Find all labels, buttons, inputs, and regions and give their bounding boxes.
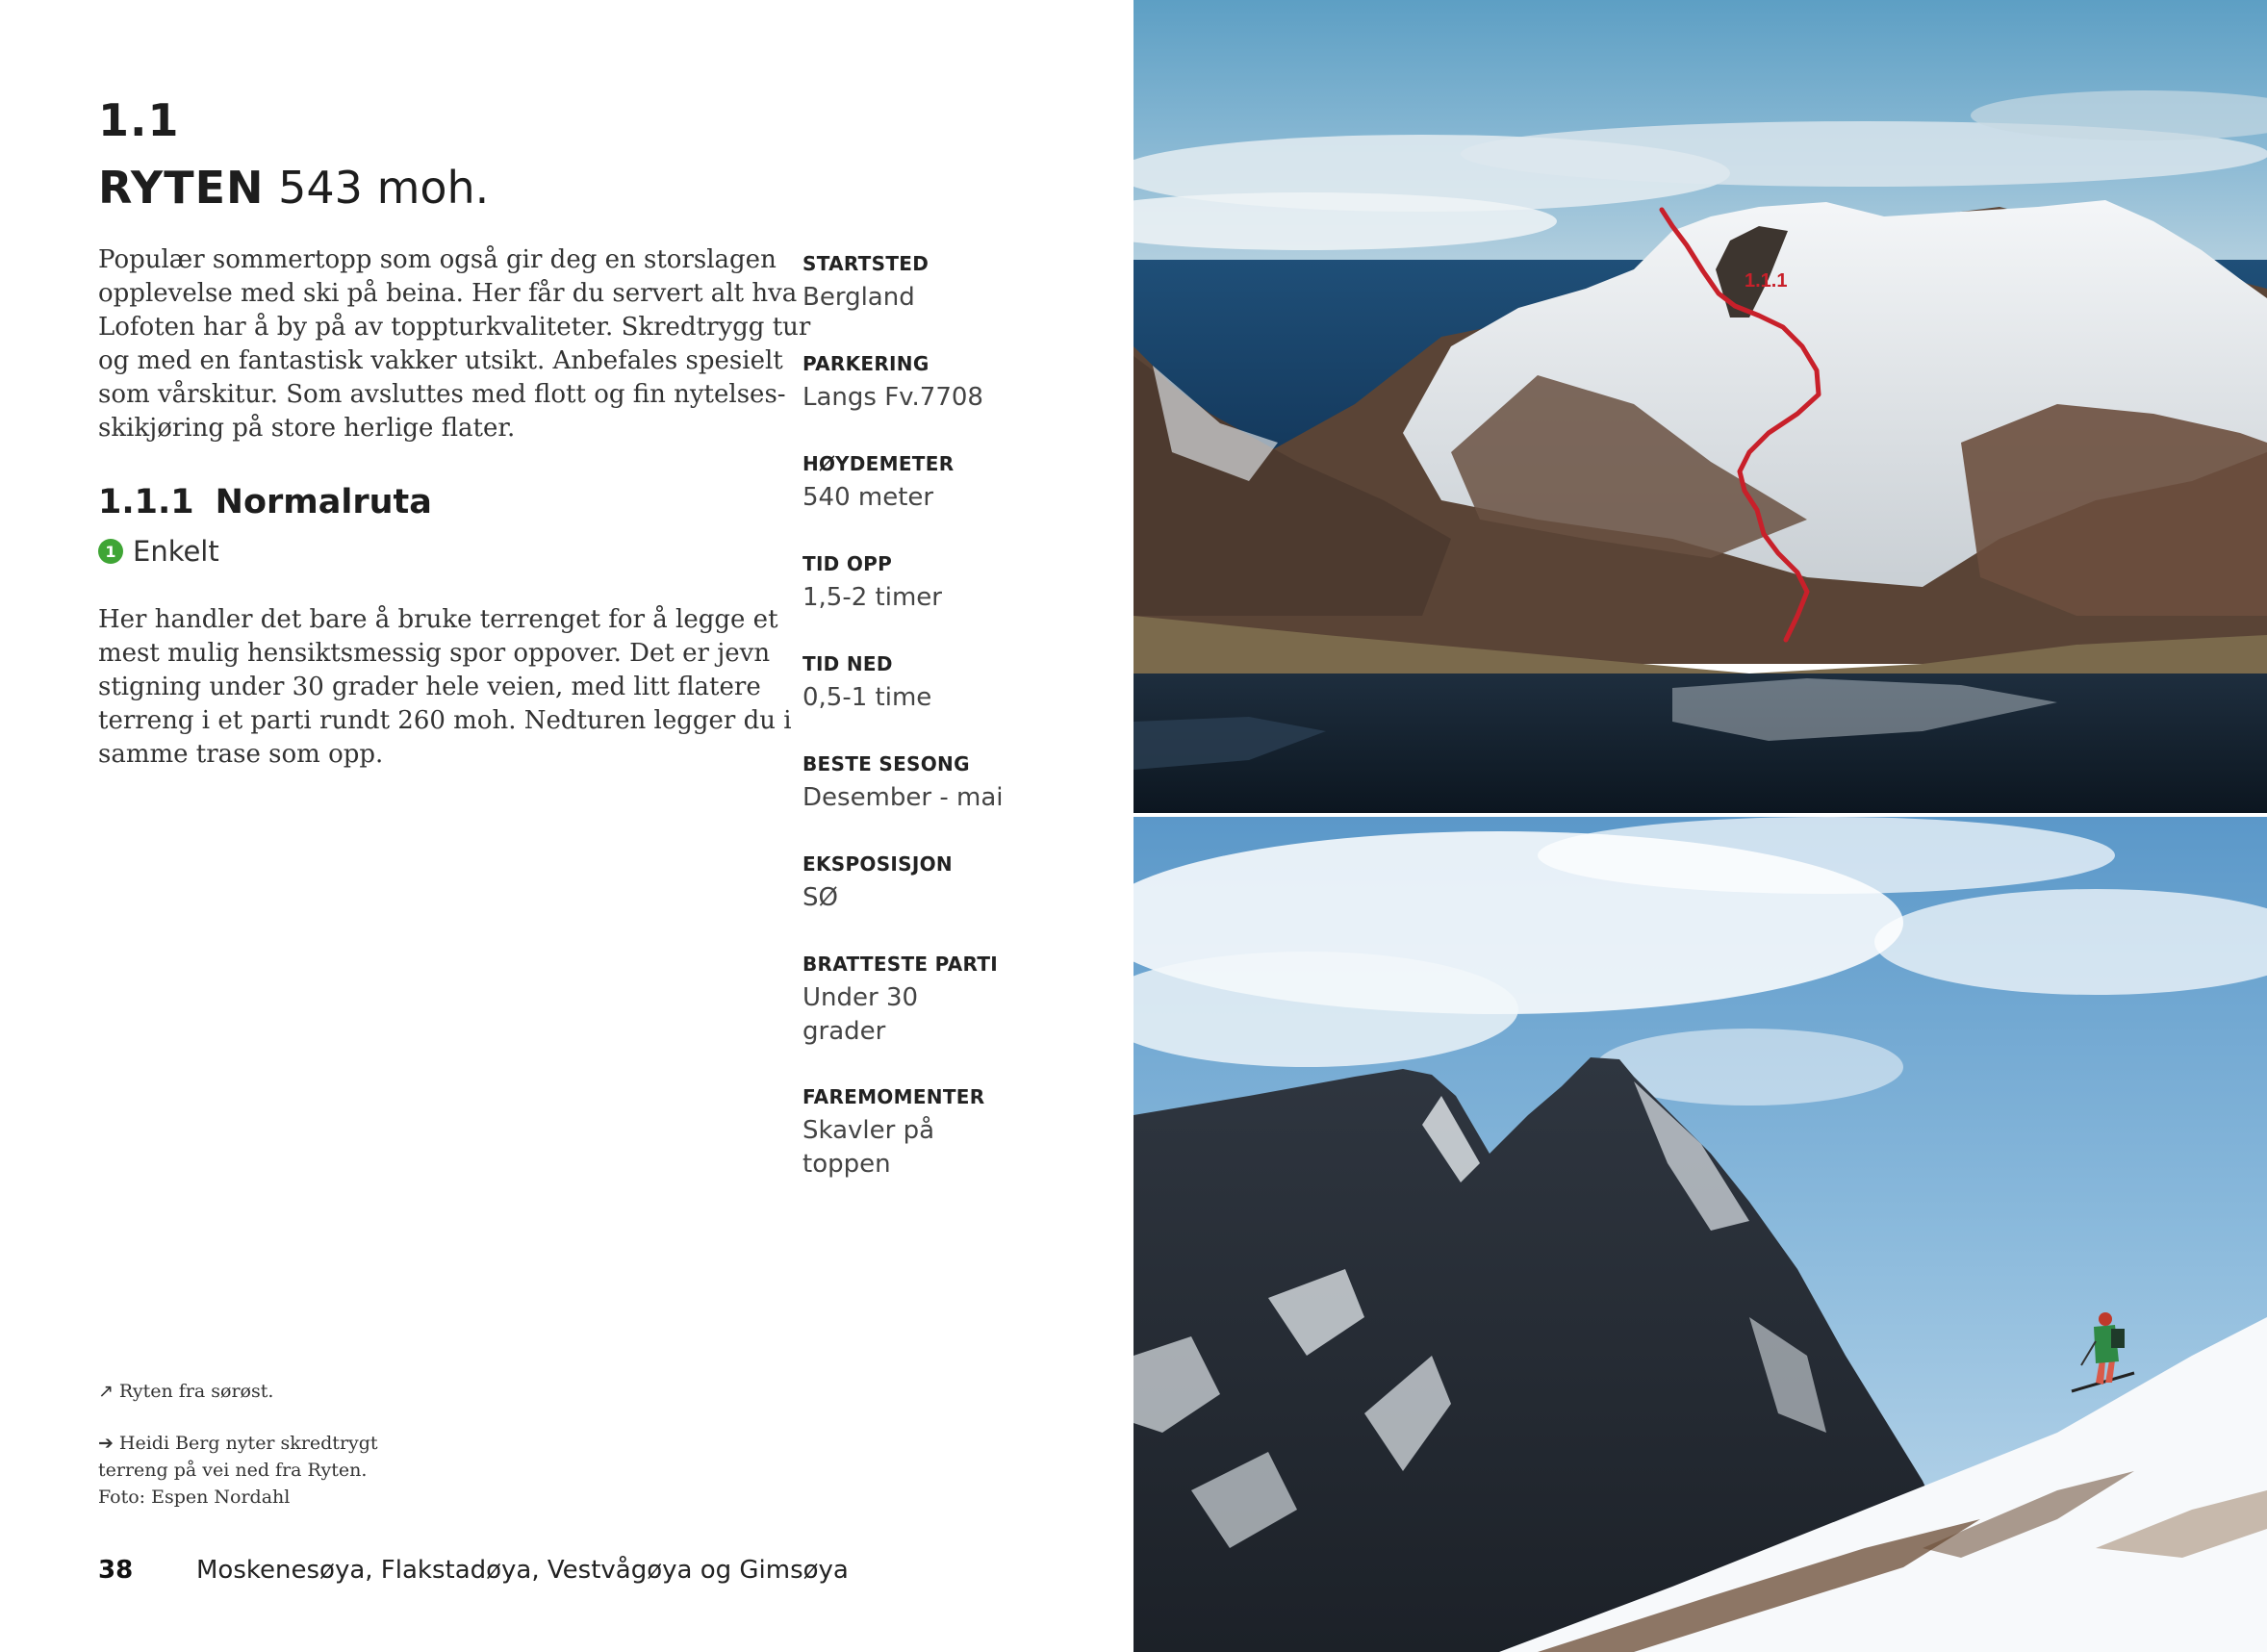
fact-value: Under 30	[802, 983, 919, 1012]
intro-line: Lofoten har å by på av toppturkvaliteter. Skredtrygg tur	[98, 313, 811, 342]
intro-line: som vårskitur. Som avsluttes med flott og fin nytelses-	[98, 380, 786, 409]
caption-line: Ryten fra sørøst.	[118, 1381, 274, 1402]
fact-value: 540 meter	[802, 483, 934, 512]
fact-hoydemeter	[802, 452, 954, 515]
fact-label: TID OPP	[802, 552, 893, 575]
fact-tid-opp	[802, 552, 942, 615]
fact-value: 0,5-1 time	[802, 683, 932, 712]
caption-line: Foto: Espen Nordahl	[98, 1487, 291, 1508]
fact-label: STARTSTED	[802, 252, 930, 275]
mountain-elevation: 543 moh.	[278, 162, 490, 214]
fact-bratteste-parti	[802, 953, 998, 1049]
caption-line: terreng på vei ned fra Ryten.	[98, 1460, 368, 1481]
intro-line: opplevelse med ski på beina. Her får du servert alt hva	[98, 279, 798, 308]
arrow-right-icon: ➔	[98, 1433, 114, 1454]
fact-label: TID NED	[802, 652, 893, 675]
route-text-line: mest mulig hensiktsmessig spor oppover. Det er jevn	[98, 639, 771, 668]
route-name: Normalruta	[215, 483, 432, 521]
fact-label: EKSPOSISJON	[802, 852, 953, 876]
caption-bottom-photo	[98, 1430, 425, 1511]
mountain-name: RYTEN	[98, 162, 265, 214]
route-heading	[98, 483, 432, 521]
photo-ryten-route	[1134, 0, 2267, 813]
photo-captions	[98, 1378, 425, 1511]
route-number: 1.1.1	[98, 483, 194, 521]
fact-value: SØ	[802, 883, 838, 912]
fact-value: grader	[802, 1017, 886, 1046]
arrow-up-right-icon: ↗	[98, 1381, 114, 1402]
fact-startsted	[802, 252, 929, 315]
fact-label: FAREMOMENTER	[802, 1085, 985, 1108]
page-number: 38	[98, 1556, 134, 1585]
intro-line: skikjøring på store herlige flater.	[98, 414, 516, 443]
route-description	[98, 603, 792, 772]
fact-value: Skavler på	[802, 1116, 935, 1145]
fact-value: toppen	[802, 1150, 891, 1179]
fact-faremomenter	[802, 1085, 984, 1182]
fact-value: Bergland	[802, 283, 915, 312]
fact-value: 1,5-2 timer	[802, 583, 942, 612]
route-text-line: samme trase som opp.	[98, 740, 384, 769]
route-label: 1.1.1	[1745, 270, 1788, 292]
caption-top-photo	[98, 1378, 425, 1405]
fact-label: BESTE SESONG	[802, 752, 970, 775]
route-text-line: Her handler det bare å bruke terrenget for å legge et	[98, 605, 778, 634]
fact-eksposisjon	[802, 852, 953, 915]
fact-parkering	[802, 352, 983, 415]
fact-tid-ned	[802, 652, 931, 715]
intro-line: og med en fantastisk vakker utsikt. Anbefales spesielt	[98, 346, 783, 375]
fact-value: Langs Fv.7708	[802, 383, 983, 412]
difficulty-rating	[98, 535, 219, 568]
difficulty-label: Enkelt	[133, 535, 219, 568]
fact-label: PARKERING	[802, 352, 930, 375]
mountain-title	[98, 162, 489, 214]
fact-label: HØYDEMETER	[802, 452, 955, 475]
intro-line: Populær sommertopp som også gir deg en storslagen	[98, 245, 777, 274]
caption-line: Heidi Berg nyter skredtrygt	[118, 1433, 378, 1454]
route-text-line: stigning under 30 grader hele veien, med litt flatere	[98, 673, 761, 701]
difficulty-circle-icon: 1	[98, 539, 123, 564]
fact-beste-sesong	[802, 752, 1003, 815]
fact-value: Desember - mai	[802, 783, 1004, 812]
intro-paragraph	[98, 243, 811, 445]
running-title: Moskenesøya, Flakstadøya, Vestvågøya og Gimsøya	[196, 1556, 849, 1585]
fact-label: BRATTESTE PARTI	[802, 953, 999, 976]
section-number: 1.1	[98, 94, 180, 146]
photo-skier-descent	[1134, 817, 2267, 1652]
route-text-line: terreng i et parti rundt 260 moh. Nedturen legger du i	[98, 706, 792, 735]
